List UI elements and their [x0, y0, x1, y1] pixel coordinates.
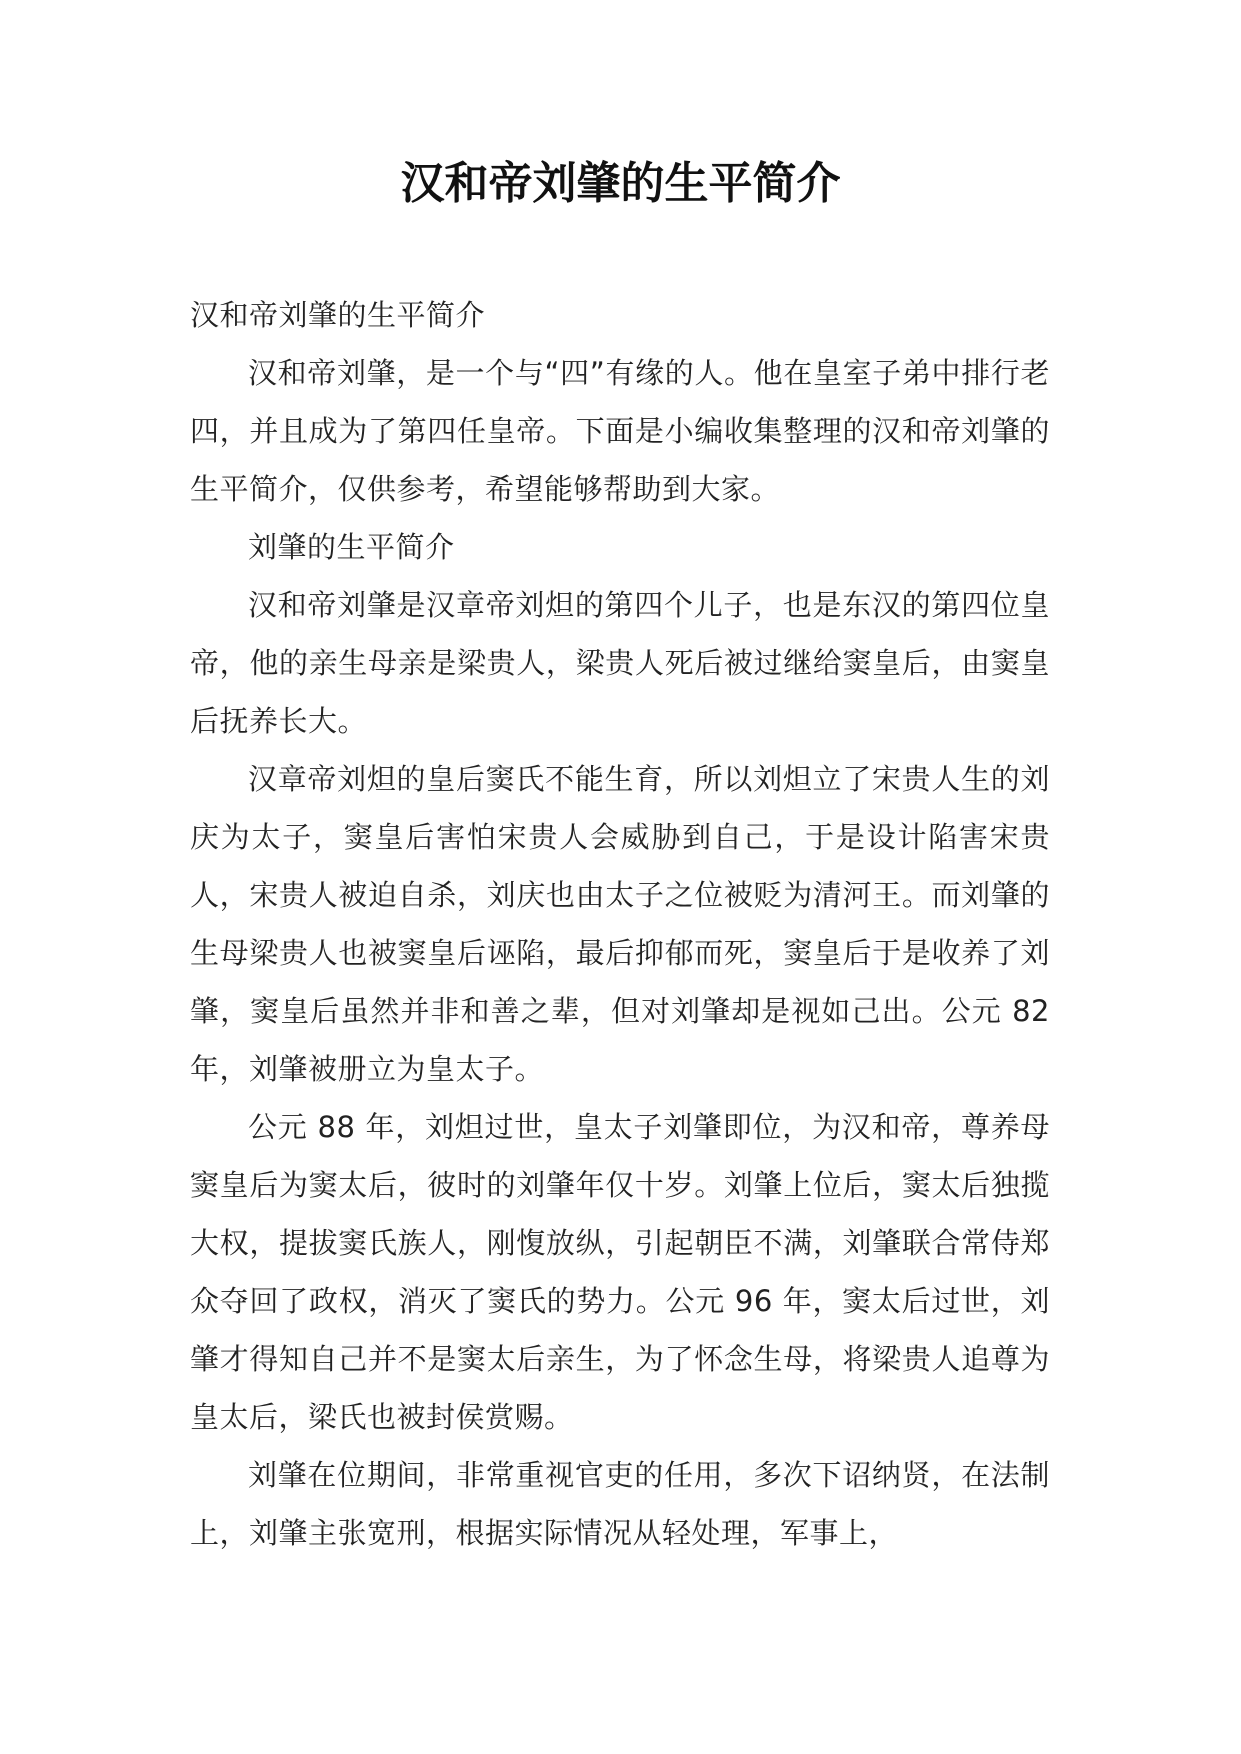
paragraph-lineage: 汉和帝刘肇是汉章帝刘炟的第四个儿子，也是东汉的第四位皇帝，他的亲生母亲是梁贵人，梁贵人死后被过继给窦皇后，由窦皇后抚养长大。 [190, 588, 1050, 738]
paragraph-reign-start: 公元 88 年，刘炟过世，皇太子刘肇即位，为汉和帝，尊养母窦皇后为窦太后，彼时的刘肇年仅十岁。刘肇上位后，窦太后独揽大权，提拔窦氏族人，刚愎放纵，引起朝臣不满，刘肇联合常侍郑众夺回了政权，消灭了窦氏的势力。公元 96 年，窦太后过世，刘肇才得知自己并不是窦太后亲生，为了怀念生母，将梁贵人追尊为皇太后，梁氏也被封侯赏赐。 [190, 1110, 1050, 1434]
paragraph-intro: 汉和帝刘肇，是一个与“四”有缘的人。他在皇室子弟中排行老四，并且成为了第四任皇帝。下面是小编收集整理的汉和帝刘肇的生平简介，仅供参考，希望能够帮助到大家。 [190, 356, 1050, 506]
paragraph-succession: 汉章帝刘炟的皇后窦氏不能生育，所以刘炟立了宋贵人生的刘庆为太子，窦皇后害怕宋贵人会威胁到自己，于是设计陷害宋贵人，宋贵人被迫自杀，刘庆也由太子之位被贬为清河王。而刘肇的生母梁贵人也被窦皇后诬陷，最后抑郁而死，窦皇后于是收养了刘肇，窦皇后虽然并非和善之辈，但对刘肇却是视如己出。公元 82 年，刘肇被册立为皇太子。 [190, 762, 1050, 1086]
paragraph-subtitle: 汉和帝刘肇的生平简介 [190, 298, 486, 332]
paragraph-governance: 刘肇在位期间，非常重视官吏的任用，多次下诏纳贤，在法制上，刘肇主张宽刑，根据实际情况从轻处理，军事上， [190, 1458, 1050, 1550]
document-title: 汉和帝刘肇的生平简介 [400, 158, 841, 209]
document-body [190, 286, 1050, 1562]
section-heading: 刘肇的生平简介 [248, 530, 455, 564]
